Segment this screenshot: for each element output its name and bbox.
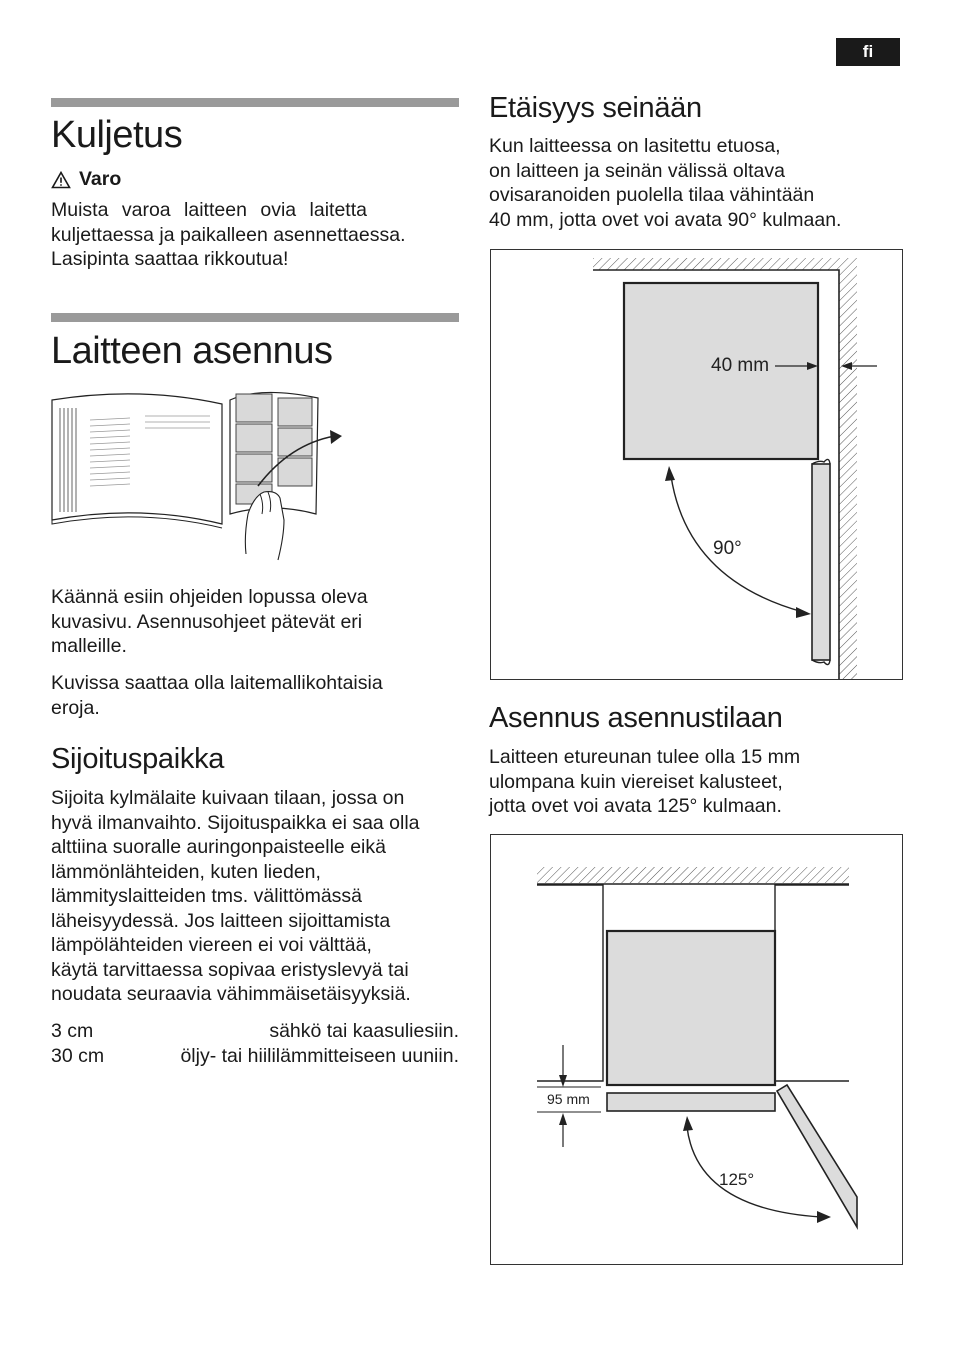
text-line: Laitteen etureunan tulee olla 15 mm [489, 746, 801, 768]
asennus-para1 [51, 585, 368, 659]
text-line: kuvasivu. Asennusohjeet pätevät eri [51, 610, 363, 633]
text-line: Muista varoa laitteen ovia laitetta [51, 199, 367, 221]
distance-label: 40 mm [711, 355, 770, 376]
etaisyys-title: Etäisyys seinään [489, 92, 702, 124]
text-line: 40 mm, jotta ovet voi avata 90° kulmaan. [489, 208, 842, 231]
text-line: läheisyydessä. Jos laitteen sijoittamista [51, 909, 391, 932]
asennustilaan-text [489, 745, 800, 819]
language-tab: fi [836, 38, 900, 66]
distance-row [51, 1044, 459, 1069]
distance-table [51, 1019, 459, 1069]
distance-row [51, 1019, 459, 1044]
warning-row [51, 168, 121, 191]
distance-value: 3 cm [51, 1020, 94, 1042]
text-line: lämpölähteiden viereen ei voi välttää, [51, 934, 372, 956]
distance-desc: sähkö tai kaasuliesiin. [269, 1020, 459, 1042]
distance-desc: öljy- tai hiililämmitteiseen uuniin. [180, 1045, 459, 1067]
text-line: Kun laitteessa on lasitettu etuosa, [489, 135, 781, 157]
section-rule [51, 98, 459, 107]
text-line: eroja. [51, 696, 100, 719]
etaisyys-text [489, 134, 841, 232]
sijoituspaikka-text [51, 786, 420, 1007]
angle-label: 90° [713, 538, 742, 559]
section-rule [51, 313, 459, 322]
niche-install-figure [490, 834, 903, 1265]
kuljetus-text [51, 198, 406, 272]
text-line: ulompana kuin viereiset kalusteet, [489, 770, 783, 793]
asennus-para2 [51, 671, 383, 720]
text-line: hyvä ilmanvaihto. Sijoituspaikka ei saa olla [51, 811, 420, 834]
text-line: käytä tarvittaessa sopivaa eristyslevyä tai [51, 958, 409, 981]
text-line: jotta ovet voi avata 125° kulmaan. [489, 795, 782, 817]
wall-distance-diagram [491, 250, 902, 679]
warning-icon [51, 171, 71, 189]
angle-label: 125° [719, 1170, 755, 1189]
warning-label: Varo [79, 168, 122, 190]
asennus-title: Laitteen asennus [51, 330, 333, 372]
text-line: on laitteen ja seinän välissä oltava [489, 159, 785, 182]
wall-distance-figure [490, 249, 903, 680]
distance-value: 30 cm [51, 1045, 105, 1067]
text-line: malleille. [51, 635, 127, 657]
text-line: Sijoita kylmälaite kuivaan tilaan, jossa on [51, 787, 405, 809]
book-illustration [50, 386, 350, 568]
text-line: ovisaranoiden puolella tilaa vähintään [489, 184, 815, 206]
niche-install-diagram [491, 835, 902, 1264]
text-line: Käännä esiin ohjeiden lopussa oleva [51, 586, 368, 608]
asennustilaan-title: Asennus asennustilaan [489, 702, 783, 734]
sijoituspaikka-title: Sijoituspaikka [51, 743, 225, 775]
text-line: kuljettaessa ja paikalleen asennettaessa. [51, 223, 406, 246]
text-line: noudata seuraavia vähimmäisetäisyyksiä. [51, 983, 411, 1005]
text-line: alttiina suoralle auringonpaisteelle eikä [51, 836, 386, 858]
text-line: Lasipinta saattaa rikkoutua! [51, 248, 289, 270]
text-line: Kuvissa saattaa olla laitemallikohtaisia [51, 672, 383, 694]
text-line: lämmönlähteiden, kuten lieden, [51, 860, 321, 883]
kuljetus-title: Kuljetus [51, 114, 183, 156]
text-line: lämmityslaitteiden tms. välittömässä [51, 885, 363, 907]
distance-label: 95 mm [547, 1091, 590, 1107]
